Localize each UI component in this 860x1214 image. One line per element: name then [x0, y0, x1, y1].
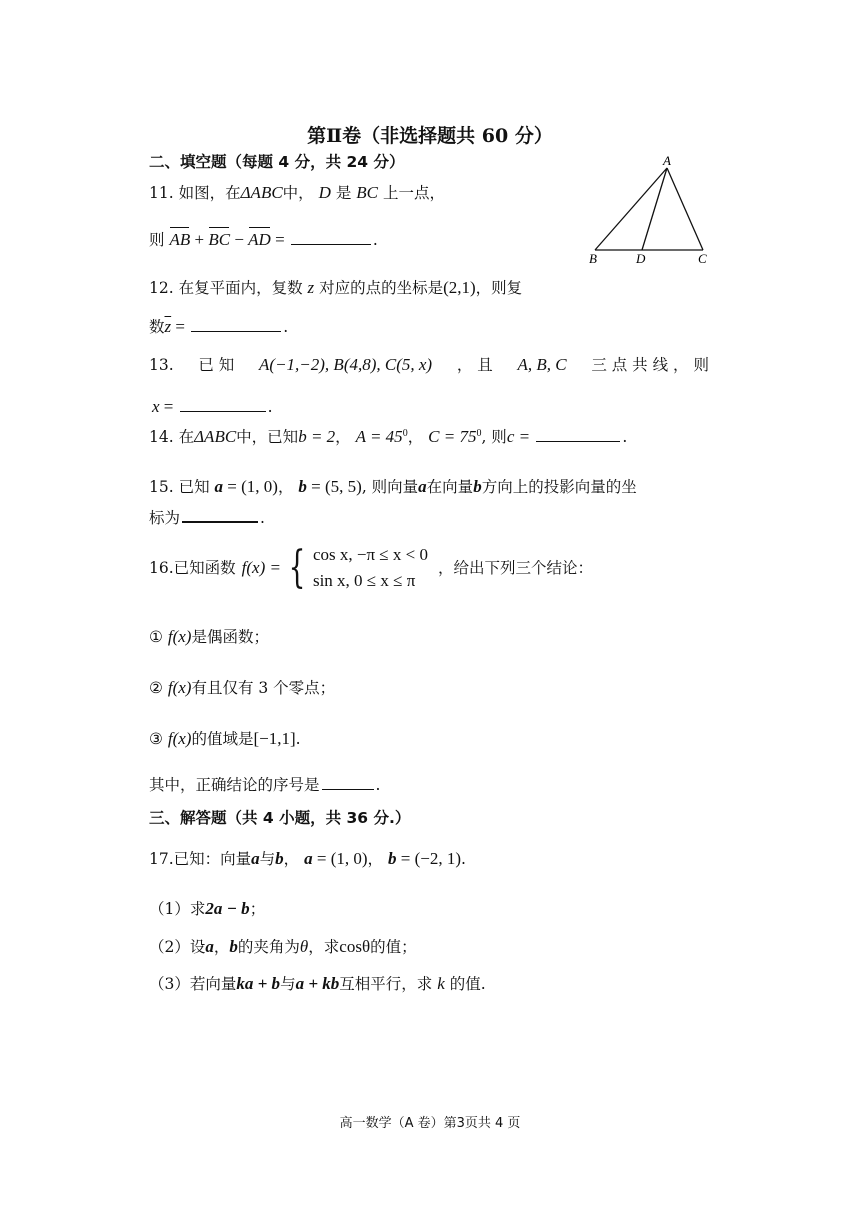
- question-13-line1: 13. 已 知 A(−1,−2), B(4,8), C(5, x) ， 且 A, B, C 三 点 共 线 ， 则: [149, 355, 709, 374]
- side-ab: [595, 168, 667, 250]
- vector-ad: AD: [248, 227, 271, 251]
- question-11-line2: 则 AB + BC − AD = .: [149, 227, 378, 251]
- question-13-line2: x = .: [152, 397, 273, 416]
- conclusion-3: ③ f(x)的值域是[−1,1].: [149, 729, 301, 748]
- question-15-line1: 15. 已知 a = (1, 0)， b = (5, 5), 则向量a在向量b方向上的投影向量的坐: [149, 477, 637, 496]
- answer-blank-13[interactable]: [180, 397, 266, 412]
- question-14: 14. 在ΔABC中，已知b = 2， $A = 45^0$， $C = 75^0$, 则c = .: [149, 427, 628, 447]
- label-c: C: [698, 251, 707, 266]
- question-16-answer: 其中，正确结论的序号是 .: [149, 776, 381, 794]
- section-heading-solutions: 三、解答题（共 4 小题，共 36 分.）: [149, 809, 411, 827]
- page-footer: 高一数学（A 卷）第3页共 4 页: [339, 1116, 521, 1131]
- label-d: D: [636, 251, 646, 266]
- label-b: B: [589, 251, 597, 266]
- conclusion-2: ② f(x)有且仅有 3 个零点；: [149, 678, 336, 697]
- question-12-line1: 12. 在复平面内，复数 z 对应的点的坐标是(2,1)，则复: [149, 278, 523, 297]
- piecewise-brace: { cos x, −π ≤ x < 0 sin x, 0 ≤ x ≤ π: [288, 542, 428, 593]
- vector-bc: BC: [208, 227, 230, 251]
- section-heading-fill-in: 二、填空题（每题 4 分，共 24 分）: [149, 153, 405, 171]
- segment-ad: [642, 168, 667, 250]
- question-11-line1: 11. 如图，在ΔABC中， D 是 BC 上一点，: [149, 183, 445, 202]
- answer-blank-16[interactable]: [322, 775, 374, 790]
- label-a: A: [663, 153, 671, 168]
- question-17-part-3: （3）若向量ka + b与a + kb互相平行，求 k 的值.: [149, 974, 486, 993]
- question-16: 16.已知函数 f(x) = { cos x, −π ≤ x < 0 sin x, 0 ≤ x ≤ π ，给出下列三个结论：: [149, 542, 593, 593]
- piecewise-case-2: sin x, 0 ≤ x ≤ π: [312, 571, 416, 590]
- question-15-line2: 标为 .: [149, 509, 265, 527]
- vector-ab: AB: [169, 227, 190, 251]
- question-17-part-2: （2）设a，b的夹角为θ，求cosθ的值；: [149, 937, 417, 956]
- page-title: 第Ⅱ卷（非选择题共 60 分）: [307, 125, 553, 147]
- answer-blank-14[interactable]: [536, 427, 620, 442]
- answer-blank-15[interactable]: [182, 507, 258, 523]
- answer-blank-12[interactable]: [191, 317, 281, 332]
- piecewise-case-1: cos x, −π ≤ x < 0: [312, 545, 428, 564]
- conclusion-1: ① f(x)是偶函数；: [149, 627, 269, 646]
- question-12-line2: 数$\overline{z}$ = .: [149, 317, 289, 336]
- question-17-part-1: （1）求2a − b；: [149, 899, 266, 918]
- side-ac: [667, 168, 703, 250]
- question-17: 17.已知：向量a与b， a = (1, 0)， b = (−2, 1).: [149, 849, 466, 868]
- triangle-figure: [585, 152, 715, 266]
- answer-blank-11[interactable]: [291, 230, 371, 245]
